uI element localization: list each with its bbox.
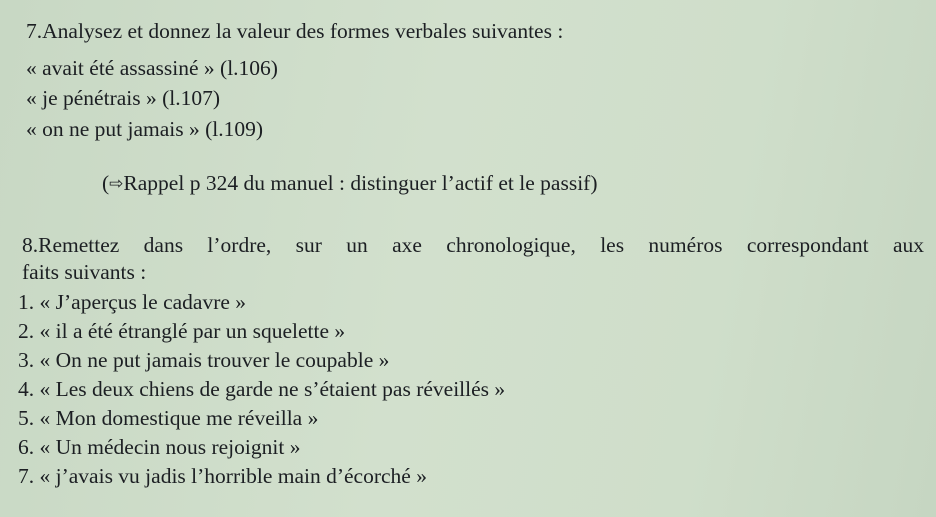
exercise-7-item-2: « je pénétrais » (l.107) [26,86,221,110]
fact-item-2: 2. « il a été étranglé par un squelette » [18,319,346,343]
exercise-7-title: 7.Analysez et donnez la valeur des formes verbales suivantes : [26,19,564,43]
exercise-7-reminder [102,170,598,197]
fact-item-7: 7. « j’avais vu jadis l’horrible main d’écorché » [18,464,427,488]
fact-item-3: 3. « On ne put jamais trouver le coupable » [18,348,390,372]
fact-item-4: 4. « Les deux chiens de garde ne s’étaient pas réveillés » [18,377,506,401]
reminder-text: Rappel p 324 du manuel : distinguer l’actif et le passif) [123,171,598,195]
fact-item-5: 5. « Mon domestique me réveilla » [18,406,319,430]
reminder-open-paren: ( [102,171,110,195]
exercise-8-title-line-1: 8.Remettez dans l’ordre, sur un axe chronologique, les numéros correspondant aux [22,233,924,257]
exercise-8-title-line-2: faits suivants : [22,260,147,284]
arrow-right-icon: ⇨ [109,174,124,194]
exercise-7-item-3: « on ne put jamais » (l.109) [26,117,264,141]
exercise-7-item-1: « avait été assassiné » (l.106) [26,56,278,80]
fact-item-1: 1. « J’aperçus le cadavre » [18,290,247,314]
fact-item-6: 6. « Un médecin nous rejoignit » [18,435,301,459]
